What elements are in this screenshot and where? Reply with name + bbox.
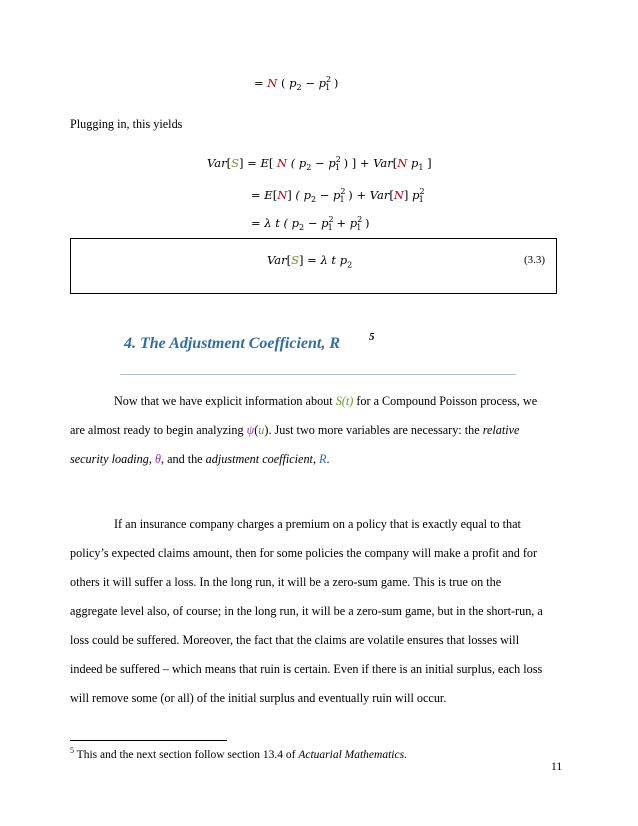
paragraph2-line: aggregate level also, of course; in the long run, it will be a zero-sum game, but in the short-run, a: [70, 604, 543, 618]
equation-n-p: = N ( $p_2 - p^2_1$ ): [254, 75, 339, 93]
paragraph1-line1: Now that we have explicit information about S(t) for a Compound Poisson process, we: [114, 394, 538, 408]
footnote-separator: [70, 740, 227, 741]
equation-var-s-line1: Var[S] = E[ N ( $p_2 - p^2_1$ ) ] + Var[N $p_1$ ]: [207, 155, 432, 173]
equation-line2: = E[N] ( $p_2 - p^2_1$ ) + Var[N] $p^2_1$: [251, 187, 425, 205]
paragraph2-line: others it will suffer a loss. In the long run, it will be a zero-sum game. This is true on the: [70, 575, 502, 589]
paragraph2-line: will remove some (or all) of the initial surplus and eventually ruin will occur.: [70, 691, 447, 705]
paragraph2-line: policy’s expected claims amount, then for some policies the company will make a profit and for: [70, 546, 538, 560]
heading-footnote-ref: 5: [369, 331, 375, 343]
page-number: 11: [551, 761, 563, 773]
equation-number: (3.3): [524, 254, 546, 266]
footnote: $^5$ This and the next section follow section 13.4 of Actuarial Mathematics.: [70, 746, 407, 761]
paragraph1-line3: security loading, θ, and the adjustment coefficient, R.: [70, 452, 330, 466]
section-heading: 4. The Adjustment Coefficient, R: [124, 335, 341, 352]
paragraph2-line: If an insurance company charges a premium on a policy that is exactly equal to that: [114, 517, 521, 531]
paragraph2-line: indeed be suffered – which means that ruin is certain. Even if there is an initial surplus, each loss: [70, 662, 543, 676]
plugging-text: Plugging in, this yields: [70, 117, 183, 131]
equation-var-s-result: Var[S] = λ t $p_2$: [267, 253, 353, 270]
equation-line3: = λ t ( $p_2 - p^2_1 + p^2_1$ ): [251, 215, 370, 233]
paragraph1-line2: are almost ready to begin analyzing ψ(u). Just two more variables are necessary: the relative: [70, 423, 520, 437]
paragraph2-line: loss could be suffered. Moreover, the fact that the claims are volatile ensures that losses will: [70, 633, 520, 647]
heading-underline: [120, 374, 516, 375]
